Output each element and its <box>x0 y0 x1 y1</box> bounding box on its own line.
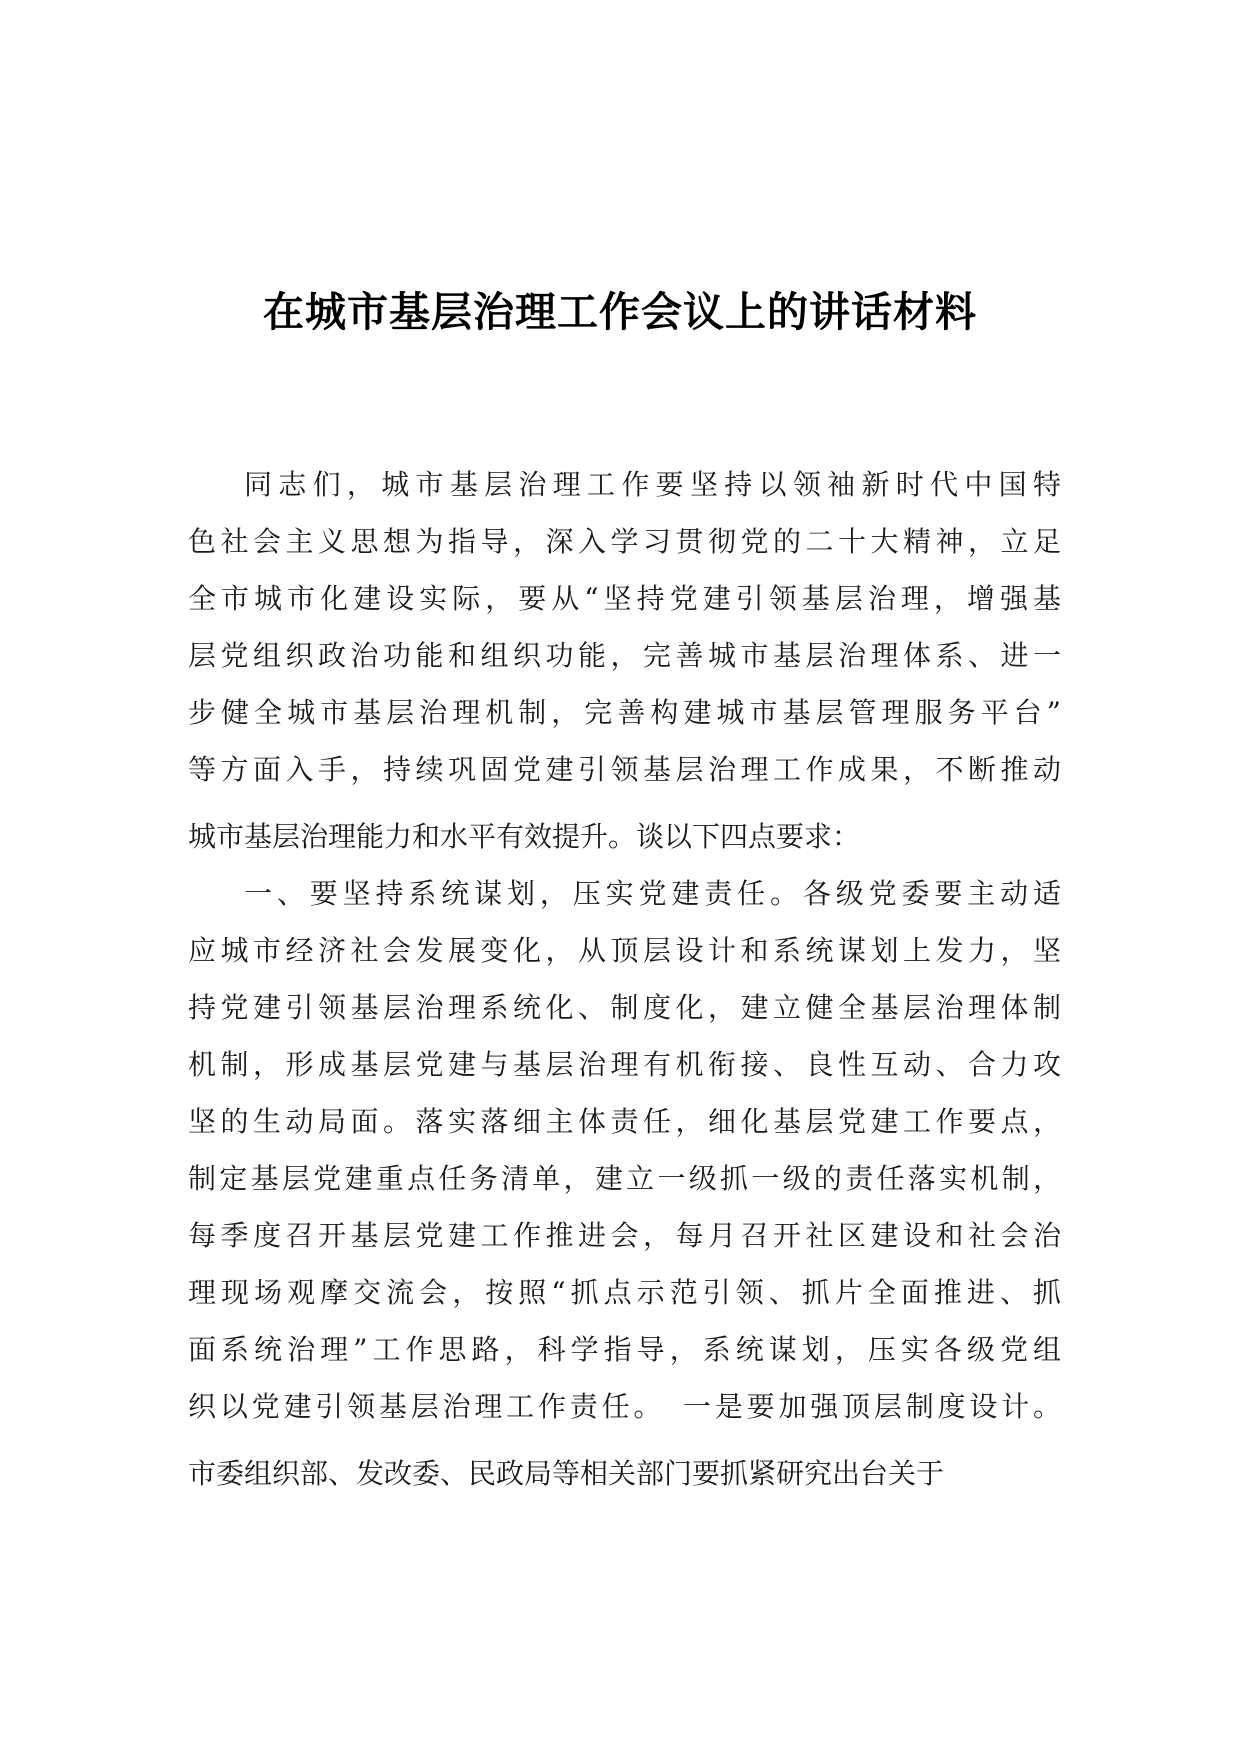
paragraph-line: 步健全城市基层治理机制，完善构建城市基层管理服务平台” <box>188 696 1061 729</box>
document-title: 在城市基层治理工作会议上的讲话材料 <box>263 288 977 336</box>
paragraph-line: 制定基层党建重点任务清单，建立一级抓一级的责任落实机制， <box>188 1162 1061 1195</box>
paragraph-line: 坚的生动局面。落实落细主体责任，细化基层党建工作要点， <box>188 1105 1061 1138</box>
paragraph-line: 一、要坚持系统谋划，压实党建责任。各级党委要主动适 <box>244 877 1061 910</box>
paragraph-line: 面系统治理”工作思路，科学指导，系统谋划，压实各级党组 <box>188 1333 1061 1366</box>
paragraph-line: 理现场观摩交流会，按照“抓点示范引领、抓片全面推进、抓 <box>188 1276 1061 1309</box>
paragraph-line: 层党组织政治功能和组织功能，完善城市基层治理体系、进一 <box>188 639 1061 672</box>
paragraph-line: 同志们，城市基层治理工作要坚持以领袖新时代中国特 <box>244 468 1061 501</box>
paragraph-line: 织以党建引领基层治理工作责任。 一是要加强顶层制度设计。 <box>188 1390 1061 1423</box>
paragraph-line: 持党建引领基层治理系统化、制度化，建立健全基层治理体制 <box>188 991 1061 1024</box>
paragraph-line: 市委组织部、发改委、民政局等相关部门要抓紧研究出台关于 <box>188 1457 945 1490</box>
paragraph-line: 每季度召开基层党建工作推进会，每月召开社区建设和社会治 <box>188 1219 1061 1252</box>
paragraph-line: 城市基层治理能力和水平有效提升。谈以下四点要求： <box>188 820 861 853</box>
paragraph-line: 全市城市化建设实际，要从“坚持党建引领基层治理，增强基 <box>188 582 1061 615</box>
paragraph-line: 等方面入手，持续巩固党建引领基层治理工作成果，不断推动 <box>188 753 1061 786</box>
paragraph-line: 应城市经济社会发展变化，从顶层设计和系统谋划上发力，坚 <box>188 934 1061 967</box>
paragraph-line: 机制，形成基层党建与基层治理有机衔接、良性互动、合力攻 <box>188 1048 1061 1081</box>
document-body <box>188 456 1061 1502</box>
paragraph-line: 色社会主义思想为指导，深入学习贯彻党的二十大精神，立足 <box>188 525 1061 558</box>
